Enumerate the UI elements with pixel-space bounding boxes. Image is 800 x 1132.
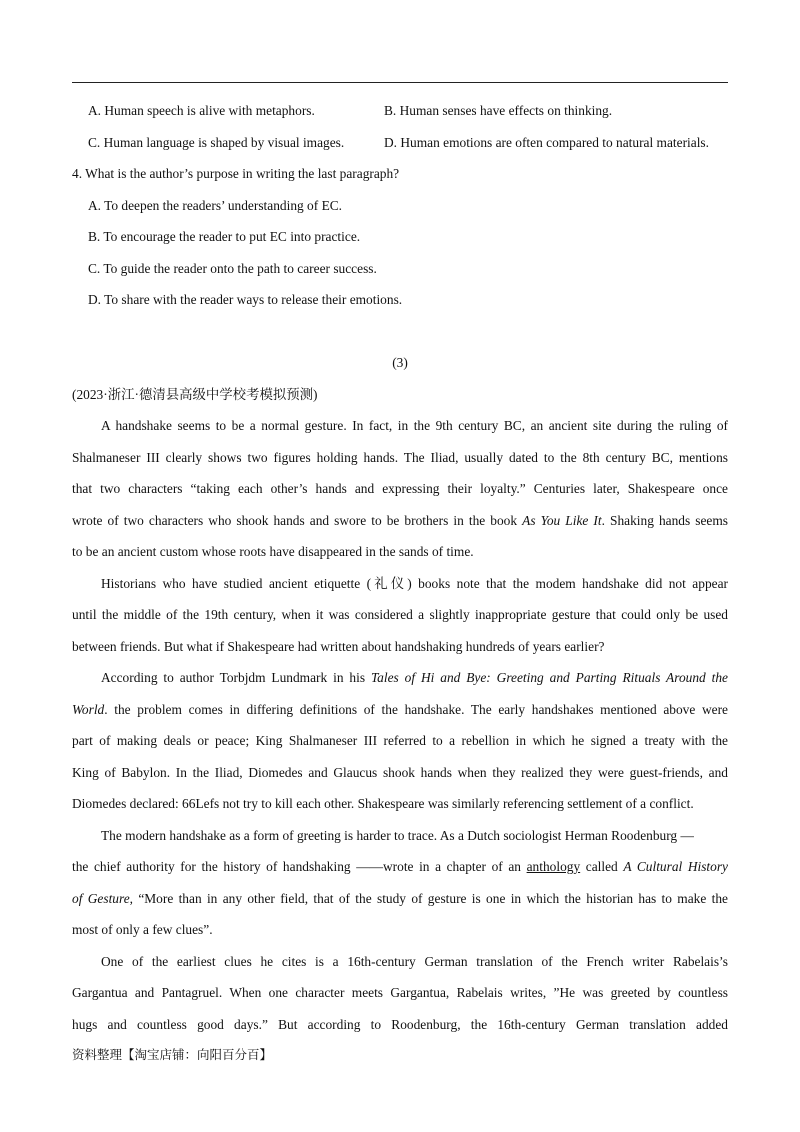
- p5-line-1: One of the earliest clues he cites is a 16th-century German translation of the French writer Rabelais’s: [101, 954, 728, 969]
- p3-line-5: Diomedes declared: 66Lefs not try to kill each other. Shakespeare was similarly referencing settlement of a conflict.: [72, 796, 694, 811]
- q4-option-c: C. To guide the reader onto the path to career success.: [88, 261, 377, 276]
- p4-line-1: The modern handshake as a form of greeting is harder to trace. As a Dutch sociologist Herman Roodenburg —: [101, 828, 694, 843]
- book-title: of Gesture: [72, 891, 130, 906]
- p5-line-2: Gargantua and Pantagruel. When one character meets Gargantua, Rabelais writes, ”He was greeted by countless: [72, 985, 728, 1000]
- p1-line-1: A handshake seems to be a normal gesture. In fact, in the 9th century BC, an ancient site during the ruling of: [101, 418, 728, 433]
- q4-option-b: B. To encourage the reader to put EC into practice.: [88, 229, 361, 244]
- underlined-word: anthology: [526, 859, 581, 874]
- p3-line-3: part of making deals or peace; King Shalmaneser III referred to a rebellion in which he signed a treaty with the: [72, 733, 728, 748]
- footer-note: 资料整理【淘宝店铺：向阳百分百】: [72, 1047, 273, 1062]
- q3-option-b: B. Human senses have effects on thinking.: [384, 103, 613, 118]
- p2-line-1: Historians who have studied ancient etiquette (礼仪) books note that the modem handshake did not appear: [101, 576, 728, 591]
- p3-line-4: King of Babylon. In the Iliad, Diomedes and Glaucus shook hands when they realized they were guest-friends, and: [72, 765, 728, 780]
- p1-line-4: wrote of two characters who shook hands and swore to be brothers in the book As You Like It. Shaking hands seems: [72, 513, 728, 528]
- p1-line-3: that two characters “taking each other’s hands and expressing their loyalty.” Centuries later, Shakespeare once: [72, 481, 728, 496]
- p3-line-1: According to author Torbjdm Lundmark in his Tales of Hi and Bye: Greeting and Parting Rituals Around the: [101, 670, 728, 685]
- source-label: (2023·浙江·德清县高级中学校考模拟预测): [72, 387, 318, 402]
- p5-line-3: hugs and countless good days.” But according to Roodenburg, the 16th-century German translation added: [72, 1017, 728, 1032]
- book-title: World: [72, 702, 105, 717]
- section-number: (3): [392, 355, 408, 370]
- p3-line-2: World. the problem comes in differing definitions of the handshake. The early handshakes mentioned above were: [72, 702, 728, 717]
- p4-line-3: of Gesture, “More than in any other field, that of the study of gesture is one in which the historian has to make the: [72, 891, 728, 906]
- header-rule: [72, 82, 728, 83]
- q3-option-a: A. Human speech is alive with metaphors.: [88, 103, 315, 118]
- q4-stem: 4. What is the author’s purpose in writing the last paragraph?: [72, 166, 400, 181]
- q3-option-d: D. Human emotions are often compared to natural materials.: [384, 135, 709, 150]
- book-title: Tales of Hi and Bye: Greeting and Parting Rituals Around the: [370, 670, 728, 685]
- book-title: A Cultural History: [623, 859, 728, 874]
- p1-line-5: to be an ancient custom whose roots have disappeared in the sands of time.: [72, 544, 474, 559]
- q3-option-c: C. Human language is shaped by visual images.: [88, 135, 345, 150]
- p2-line-3: between friends. But what if Shakespeare had written about handshaking hundreds of years earlier?: [72, 639, 605, 654]
- p4-line-2: the chief authority for the history of handshaking ——wrote in a chapter of an anthology called A Cultural History: [72, 859, 728, 874]
- p4-line-4: most of only a few clues”.: [72, 922, 213, 937]
- p1-line-2: Shalmaneser III clearly shows two figures holding hands. The Iliad, usually dated to the 8th century BC, mentions: [72, 450, 728, 465]
- q4-option-a: A. To deepen the readers’ understanding of EC.: [88, 198, 343, 213]
- book-title: As You Like It: [522, 513, 602, 528]
- q4-option-d: D. To share with the reader ways to release their emotions.: [88, 292, 403, 307]
- p2-line-2: until the middle of the 19th century, when it was considered a slightly inappropriate gesture that could only be used: [72, 607, 728, 622]
